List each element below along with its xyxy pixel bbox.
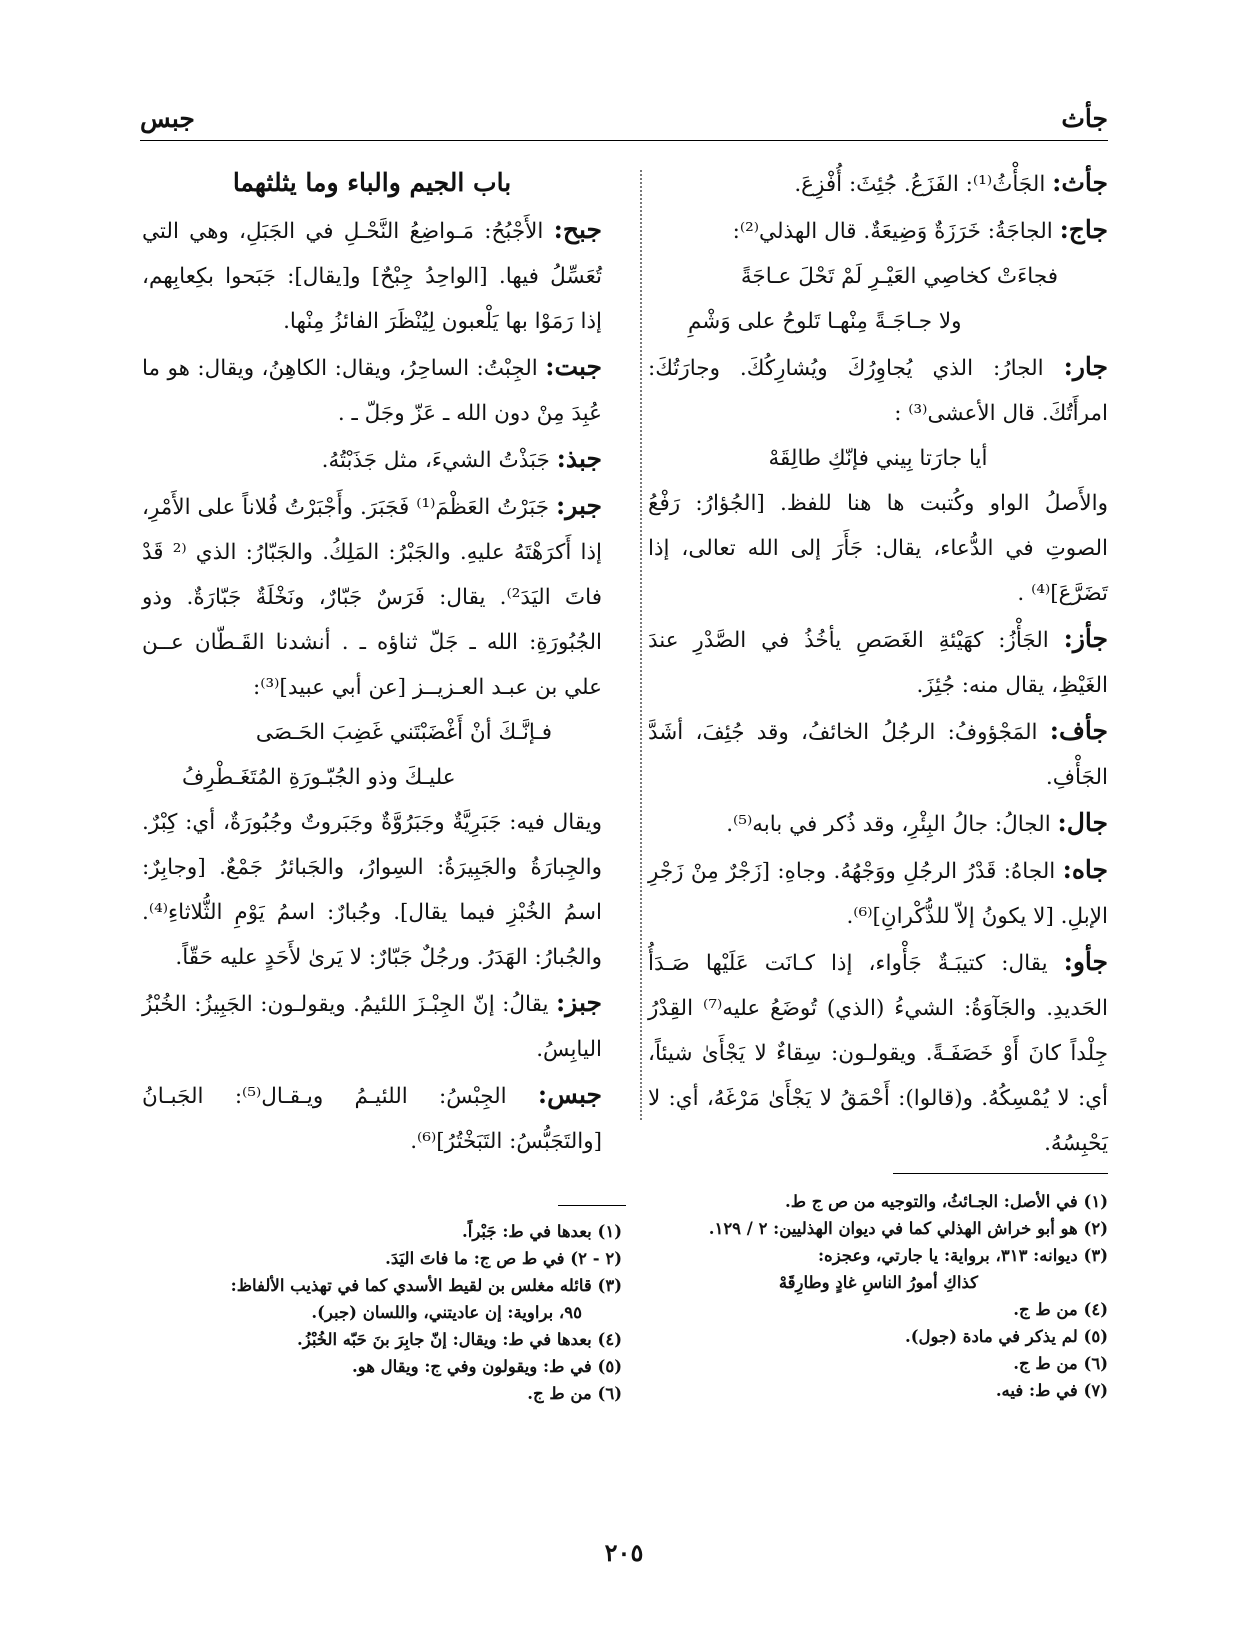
footnote-rule-right	[893, 1173, 1108, 1174]
footnote: (٢) هو أبو خراش الهذلي كما في ديوان الهذليين: ٢ / ١٢٩.	[708, 1219, 1108, 1238]
verse-line: فجاءَتْ كخاصِي العَيْـرِ لَمْ تَحْلَ عـاجَةً	[740, 264, 1058, 289]
definition: الجِبْتُ: الساحِرُ، ويقال: الكاهِنُ، ويقال: هو ما عُبِدَ مِنْ دون الله ـ عَزّ وجَلّ ـ .	[142, 356, 602, 426]
entry-jbr	[142, 483, 602, 710]
definition: الجَأْثُ⁽¹⁾: الفَزَعُ. جُئِثَ: أُفْزِعَ.	[794, 172, 1046, 197]
section-title: باب الجيم والباء وما يثلثهما	[232, 168, 512, 197]
footnote: (٣) قائله مغلس بن لقيط الأسدي كما في تهذيب الألفاظ:	[230, 1276, 622, 1295]
headword: جبس:	[537, 1080, 603, 1109]
definition: الأَجْبُحُ: مَـواضِعُ النَّحْـلِ في الجَبَلِ، وهي التي تُعَسِّلُ فيها. [الواحِدُ جِبْحٌ] و[يقال]: جَبَحوا بكِعابِهم، إذا رَمَوْا بها يَلْعبون لِيُنْظَرَ الفائزُ مِنْها.	[142, 219, 602, 334]
header-rule	[140, 140, 1108, 141]
headword: جبت:	[545, 352, 602, 381]
page-number: ٢٠٥	[604, 1538, 644, 1567]
footnotes-right	[648, 1188, 1108, 1404]
headword: جال:	[1057, 808, 1108, 837]
headword: جار:	[1063, 352, 1108, 381]
definition: الجِبْسُ: اللئيـمُ ويـقـال⁽⁵⁾: الجَبـانُ [والتَجَبُّسُ: التَبَخْتُرُ]⁽⁶⁾.	[142, 1084, 602, 1154]
headword: جاه:	[1062, 855, 1108, 884]
footnote: (٥) لم يذكر في مادة (جول).	[904, 1327, 1108, 1346]
entry-jaath	[648, 160, 1108, 207]
definition: الجَأْزُ: كهَيْئةِ الغَصَصِ يأخُذُ في الصَّدْرِ عندَ الغَيْظِ، يقال منه: جُئِزَ.	[648, 628, 1108, 698]
footnote: (٧) في ط: فيه.	[995, 1381, 1108, 1400]
footnote: (٦) من ط ج.	[1013, 1354, 1108, 1373]
headword: جأو:	[1063, 947, 1108, 976]
entry-jbt	[142, 344, 602, 436]
footnote: (٤) من ط ج.	[1013, 1300, 1108, 1319]
running-head-first-word: جأث	[1061, 104, 1108, 133]
definition: جَبَرْتُ العَظْمَ⁽¹⁾ فَجَبَرَ. وأَجْبَرْتُ فُلاناً على الأَمْرِ، إذا أَكرَهْتَهُ عليهِ. والجَبْرُ: المَلِكُ. والجَبّارُ: الذي ⁽² قَدْ فاتَ اليَدَ²⁾. يقال: فَرَسٌ جَبّارٌ، ونَخْلَةٌ جَبّارَةٌ. وذو الجُبُورَةِ: الله ـ جَلّ ثناؤه ـ . أنشدنا القَـطّان عــن علي بن عبـد العـزيــز [عن أبي عبيد]⁽³⁾:	[142, 495, 602, 700]
definition: الجالُ: جالُ البِئْرِ، وقد ذُكر في بابه⁽⁵⁾.	[726, 812, 1051, 837]
verse-line: ولا جـاجَـةً مِنْهـا تَلوحُ على وَشْمِ	[688, 309, 962, 334]
footnote: (١) بعدها في ط: جَبْراً.	[461, 1222, 622, 1241]
verse-line: عليـكَ وذو الجُبّـورَةِ المُتَغَـطْرِفُ	[182, 765, 456, 790]
footnote-continuation: ٩٥، براوية: إن عاديتني، واللسان (جبر).	[311, 1303, 582, 1322]
definition: الجارُ: الذي يُجاوِرُكَ ويُشارِكُكَ. وجارَتُكَ: امرأَتُكَ. قال الأعشى⁽³⁾ :	[648, 356, 1108, 426]
definition: الجاجَةُ: خَرَزَةٌ وَضِيعَةٌ. قال الهذلي⁽²⁾:	[732, 219, 1053, 244]
verse-line: أيا جارَتا بِيني فإنّكِ طالِقَهْ	[768, 446, 988, 471]
entry-jal	[648, 800, 1108, 847]
headword: جبر:	[555, 491, 602, 520]
entry-jaaz	[648, 616, 1108, 708]
headword: جأز:	[1063, 624, 1108, 653]
footnote: (٣) ديوانه: ٣١٣، برواية: يا جارتي، وعجزه:	[817, 1246, 1108, 1265]
definition: يقالُ: إنّ الجِبْـزَ اللئيمُ. ويقولـون: الجَبِيزُ: الخُبْزُ اليابِسُ.	[142, 992, 602, 1062]
footnote: (٢ - ٢) في ط ص ج: ما فاتَ اليَدَ.	[385, 1249, 622, 1268]
headword: جأف:	[1049, 716, 1108, 745]
right-column	[648, 160, 1108, 1166]
entry-jbdh	[142, 436, 602, 483]
entry-jbs	[142, 1072, 602, 1164]
running-head-last-word: جبس	[140, 104, 195, 133]
definition: جَبَذْتُ الشيءَ، مثل جَذَبْتُهُ.	[321, 448, 550, 473]
headword: جبح:	[553, 215, 602, 244]
definition: الجاهُ: قَدْرُ الرجُلِ ووَجْهُهُ. وجاهِ: [زَجْرٌ مِنْ زَجْرِ الإبلِ. [لا يكونُ إلاّ للذُّكْرانِ]⁽⁶⁾.	[648, 859, 1108, 929]
running-head	[140, 104, 1108, 138]
footnote: (٦) من ط ج.	[527, 1384, 622, 1403]
entry-jbz	[142, 980, 602, 1072]
footnote: (٤) بعدها في ط: ويقال: إنّ جابِرَ بنَ حَبّه الخُبْزُ.	[296, 1330, 622, 1349]
entry-jah	[648, 847, 1108, 939]
entry-jbh	[142, 207, 602, 344]
headword: جاج:	[1059, 215, 1108, 244]
entry-jar	[648, 344, 1108, 436]
definition: المَجْؤوفُ: الرجُلُ الخائفُ، وقد جُئِفَ، أشَدَّ الجَأْفِ.	[648, 720, 1108, 790]
headword: جبذ:	[556, 444, 602, 473]
column-divider	[640, 170, 642, 1120]
headword: جبز:	[555, 988, 602, 1017]
entry-jaaw	[648, 939, 1108, 1166]
definition: يقال: كتيبَـةٌ جَأْواء، إذا كـانَت عَلَيْها صَـدَأُ الحَديدِ. والجَآوَةُ: الشيءُ (الذي) تُوضَعُ عليه⁽⁷⁾ القِدْرُ جِلْداً كانَ أَوْ خَصَفَـةً. ويقولـون: سِقاءٌ لا يَجْأَىٰ شيئاً، أي: لا يُمْسِكُهُ. و(قالوا): أَحْمَقُ لا يَجْأَىٰ مَرْغَهُ، أي: لا يَحْبِسُهُ.	[648, 951, 1108, 1156]
footnote: (١) في الأصل: الجـائثُ، والتوجيه من ص ج ط.	[784, 1192, 1108, 1211]
left-column	[142, 160, 602, 1164]
entry-continuation: ويقال فيه: جَبَرِيَّةٌ وجَبَرُوَّةٌ وجَبَروتٌ وجُبُورَةٌ، أي: كِبْرٌ. والجِبارَةُ والجَبِيرَةُ: السِوارُ، والجَبائرُ جَمْعٌ. [وجابِرٌ: اسمُ الخُبْزِ فيما يقال]. وجُبارٌ: اسمُ يَوْمِ الثُّلاثاءِ⁽⁴⁾. والجُبارُ: الهَدَرُ. ورجُلٌ جَبّارٌ: لا يَرىٰ لأَحَدٍ عليه حَقّاً.	[142, 810, 602, 970]
entry-continuation: والأَصلُ الواو وكُتبت ها هنا للفظ. [الجُؤارُ: رَفْعُ الصوتِ في الدُّعاء، يقال: جَأَرَ إلى الله تعالى، إذا تَضَرَّعَ]⁽⁴⁾ .	[648, 491, 1108, 606]
entry-jaj	[648, 207, 1108, 254]
footnote-rule-left	[558, 1205, 626, 1206]
verse-line: فـإنَّـكَ أنْ أَغْضَبْتَني غَضِبَ الحَـصَى	[255, 720, 552, 745]
entry-jaaf	[648, 708, 1108, 800]
headword: جأث:	[1052, 168, 1108, 197]
footnote-verse: كذاكِ أمورُ الناسِ غادٍ وطارِقَهْ	[778, 1273, 978, 1292]
footnotes-left	[142, 1218, 622, 1407]
footnote: (٥) في ط: ويقولون وفي ج: ويقال هو.	[351, 1357, 622, 1376]
